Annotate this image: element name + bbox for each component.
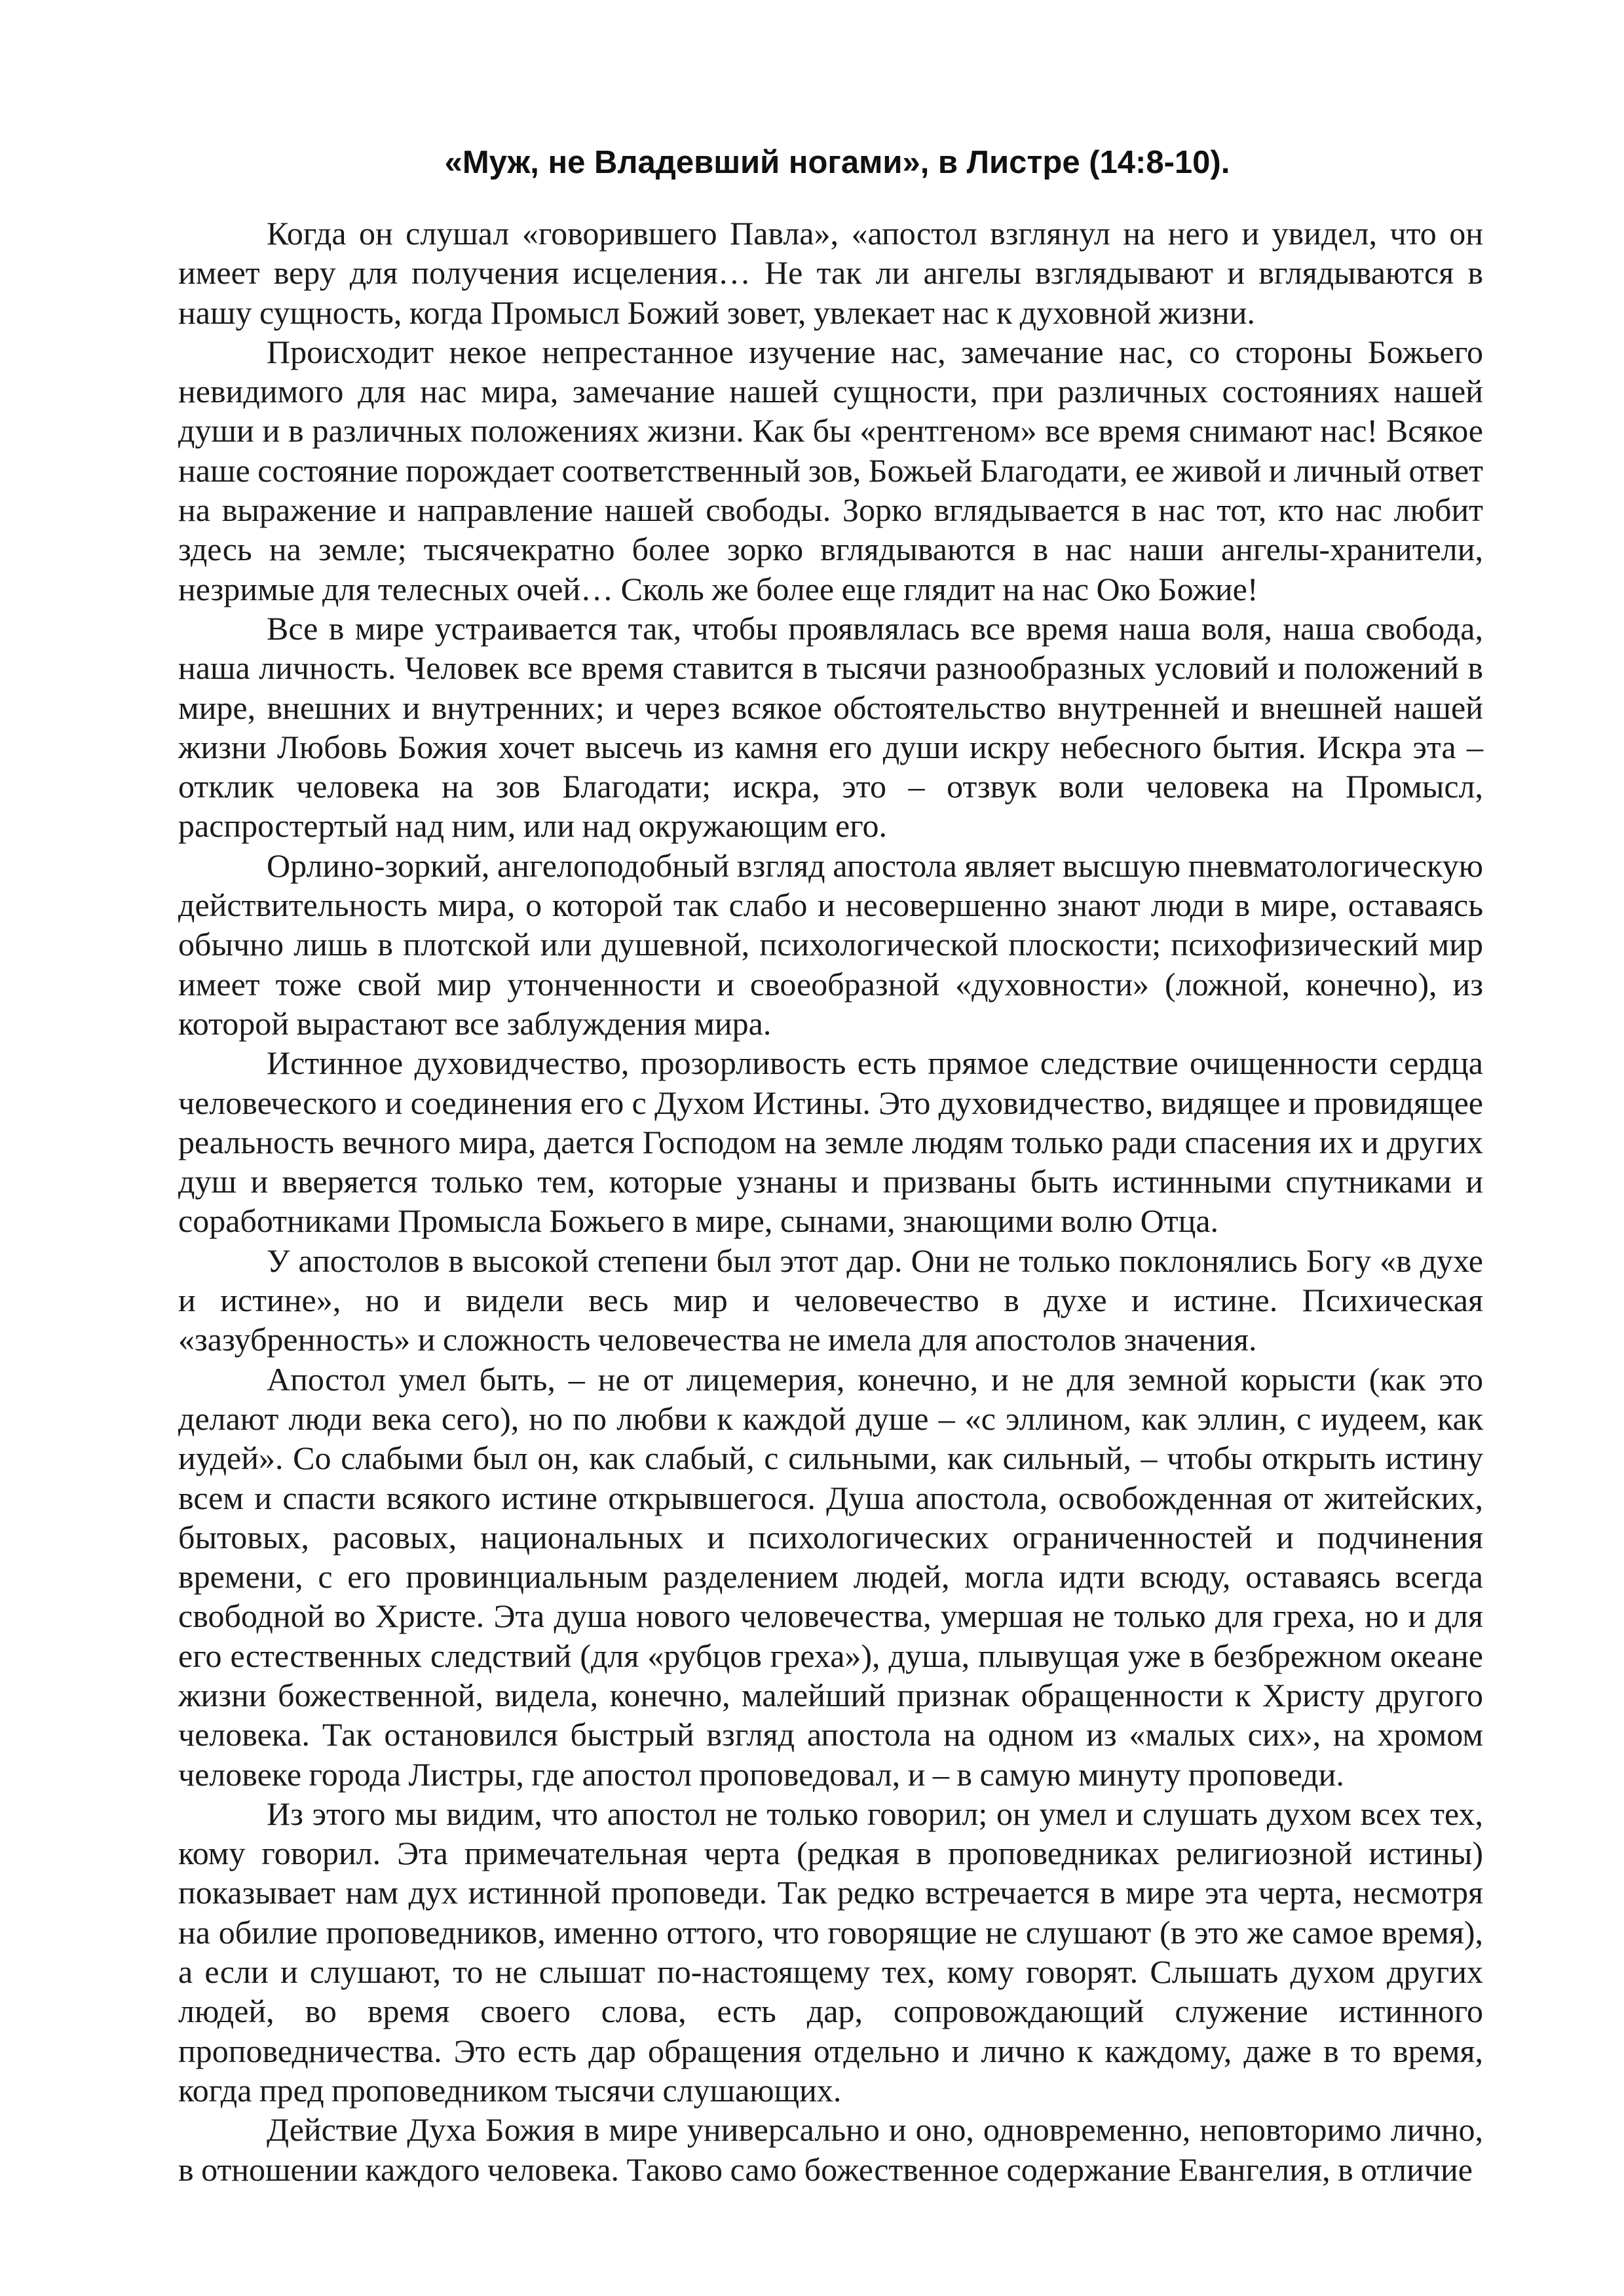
- paragraph: Апостол умел быть, – не от лицемерия, конечно, и не для земной корысти (как это делают люди века сего), но по любви к каждой душе – «с эллином, как эллин, с иудеем, как иудей». Со слабыми был он, как слабый, с сильными, как сильный, – чтобы открыть истину всем и спасти всякого истине открывшегося. Душа апостола, освобожденная от житейских, бытовых, расовых, национальных и психологических ограниченностей и подчинения времени, с его провинциальным разделением людей, могла идти всюду, оставаясь всегда свободной во Христе. Эта душа нового человечества, умершая не только для греха, но и для его естественных следствий (для «рубцов греха»), душа, плывущая уже в безбрежном океане жизни божественной, видела, конечно, малейший признак обращенности к Христу другого человека. Так остановился быстрый взгляд апостола на одном из «малых сих», на хромом человеке города Листры, где апостол проповедовал, и – в самую минуту проповеди.: [178, 1360, 1483, 1793]
- paragraph: Действие Духа Божия в мире универсально и оно, одновременно, неповторимо лично, в отношении каждого человека. Таково само божественное содержание Евангелия, в отличие: [178, 2111, 1483, 2188]
- paragraph: Когда он слушал «говорившего Павла», «апостол взглянул на него и увидел, что он имеет веру для получения исцеления… Не так ли ангелы взглядывают и вглядываются в нашу сущность, когда Промысл Божий зовет, увлекает нас к духовной жизни.: [178, 215, 1483, 331]
- paragraph: Происходит некое непрестанное изучение нас, замечание нас, со стороны Божьего невидимого для нас мира, замечание нашей сущности, при различных состояниях нашей души и в различных положениях жизни. Как бы «рентгеном» все время снимают нас! Всякое наше состояние порождает соответственный зов, Божьей Благодати, ее живой и личный ответ на выражение и направление нашей свободы. Зорко вглядывается в нас тот, кто нас любит здесь на земле; тысячекратно более зорко вглядываются в нас наши ангелы-хранители, незримые для телесных очей… Сколь же более еще глядит на нас Око Божие!: [178, 333, 1484, 607]
- paragraph: Орлино-зоркий, ангелоподобный взгляд апостола являет высшую пневматологическую действительность мира, о которой так слабо и несовершенно знают люди в мире, оставаясь обычно лишь в плотской или душевной, психологической плоскости; психофизический мир имеет тоже свой мир утонченности и своеобразной «духовности» (ложной, конечно), из которой вырастают все заблуждения мира.: [178, 847, 1483, 1042]
- paragraph: Из этого мы видим, что апостол не только говорил; он умел и слушать духом всех тех, кому говорил. Эта примечательная черта (редкая в проповедниках религиозной истины) показывает нам дух истинной проповеди. Так редко встречается в мире эта черта, несмотря на обилие проповедников, именно оттого, что говорящие не слушают (в это же самое время), а если и слушают, то не слышат по-настоящему тех, кому говорят. Слышать духом других людей, во время своего слова, есть дар, сопровождающий служение истинного проповедничества. Это есть дар обращения отдельно и лично к каждому, даже в то время, когда пред проповедником тысячи слушающих.: [178, 1795, 1483, 2109]
- paragraph: У апостолов в высокой степени был этот дар. Они не только поклонялись Богу «в духе и истине», но и видели весь мир и человечество в духе и истине. Психическая «зазубренность» и сложность человечества не имела для апостолов значения.: [178, 1242, 1483, 1358]
- document-title: «Муж, не Владевший ногами», в Листре (14:8-10).: [444, 145, 1230, 180]
- document-body: [178, 214, 1483, 2189]
- paragraph: Истинное духовидчество, прозорливость есть прямое следствие очищенности сердца человеческого и соединения его с Духом Истины. Это духовидчество, видящее и провидящее реальность вечного мира, дается Господом на земле людям только ради спасения их и других душ и вверяется только тем, которые узнаны и призваны быть истинными спутниками и соработниками Промысла Божьего в мире, сынами, знающими волю Отца.: [178, 1044, 1483, 1240]
- paragraph: Все в мире устраивается так, чтобы проявлялась все время наша воля, наша свобода, наша личность. Человек все время ставится в тысячи разнообразных условий и положений в мире, внешних и внутренних; и через всякое обстоятельство внутренней и внешней нашей жизни Любовь Божия хочет высечь из камня его души искру небесного бытия. Искра эта – отклик человека на зов Благодати; искра, это – отзвук воли человека на Промысл, распростертый над ним, или над окружающим его.: [178, 609, 1483, 845]
